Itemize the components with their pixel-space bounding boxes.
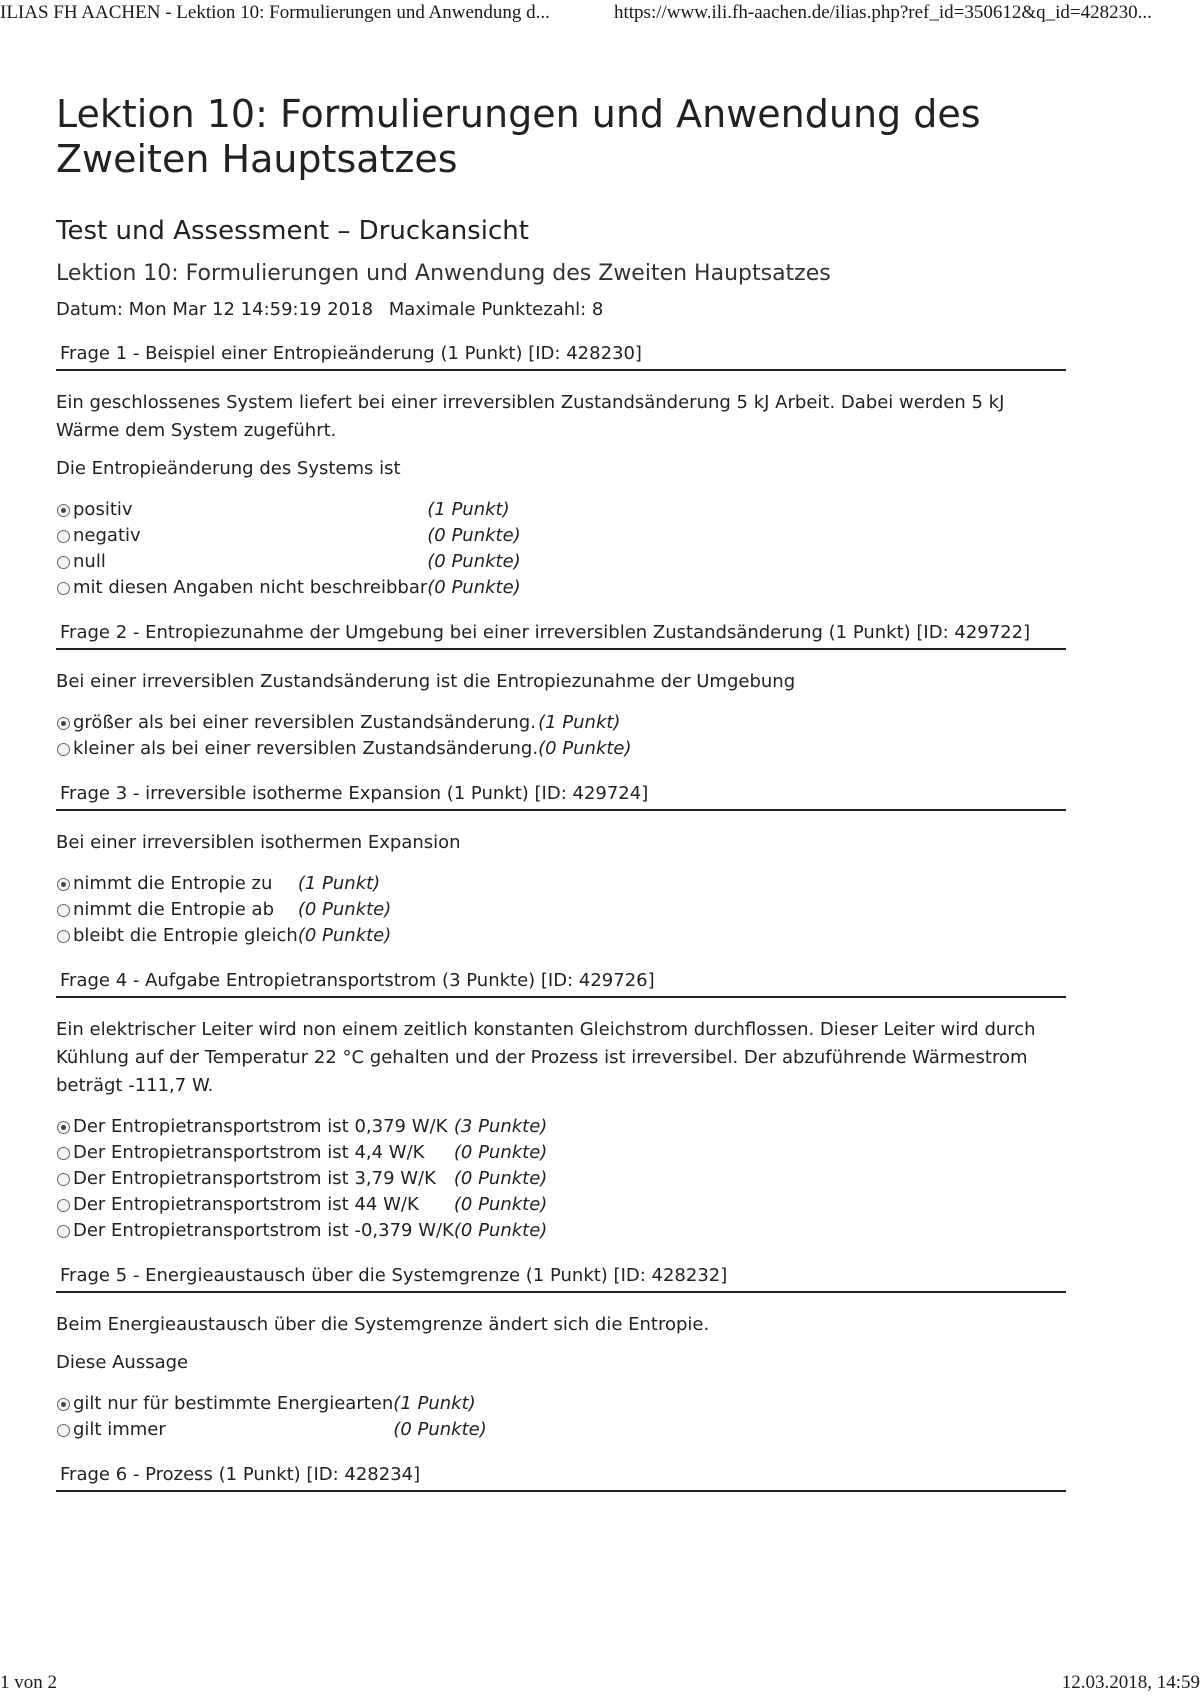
answer-points: (0 Punkte) [453,1168,548,1189]
radio-checked-icon [57,1121,70,1134]
radio-unchecked-icon [57,743,70,756]
answer-label: negativ [73,525,141,546]
answer-option [56,575,521,601]
max-points: Maximale Punktezahl: 8 [388,299,604,320]
answer-option [56,497,521,523]
radio-unchecked-icon [57,1199,70,1212]
answer-points: (0 Punkte) [427,577,521,598]
answer-points: (0 Punkte) [297,899,392,920]
answer-option [56,923,391,949]
answer-label: nimmt die Entropie ab [73,899,275,920]
question-block [56,1262,1066,1443]
answer-points: (0 Punkte) [427,525,521,546]
radio-checked-icon [57,1398,70,1411]
answer-label: Der Entropietransportstrom ist 44 W/K [73,1194,419,1215]
answer-label: Der Entropietransportstrom ist -0,379 W/K [73,1220,454,1241]
answer-label: gilt nur für bestimmte Energiearten [73,1393,394,1414]
radio-unchecked-icon [57,530,70,543]
answer-option [56,523,521,549]
question-heading: Frage 2 - Entropiezunahme der Umgebung bei einer irreversiblen Zustandsänderung (1 Punkt) [ID: 429722] [56,619,1066,650]
answer-option [56,1166,547,1192]
answer-list [56,710,632,762]
answer-points: (0 Punkte) [297,925,392,946]
question-heading: Frage 1 - Beispiel einer Entropieänderung (1 Punkt) [ID: 428230] [56,340,1066,371]
answer-label: Der Entropietransportstrom ist 3,79 W/K [73,1168,436,1189]
print-view-content [56,92,1066,1492]
question-block [56,340,1066,601]
radio-unchecked-icon [57,1424,70,1437]
answer-option [56,1140,547,1166]
question-text: Bei einer irreversiblen isothermen Expansion [56,832,461,853]
answer-option [56,1114,547,1140]
page-number: 1 von 2 [0,1672,57,1693]
answer-points: (1 Punkt) [393,1393,476,1414]
question-block [56,619,1066,762]
answer-label: größer als bei einer reversiblen Zustandsänderung. [73,712,536,733]
print-header-title: ILIAS FH AACHEN - Lektion 10: Formulierungen und Anwendung d... [0,2,550,23]
answer-points: (1 Punkt) [297,873,381,894]
question-text: Ein geschlossenes System liefert bei einer irreversiblen Zustandsänderung 5 kJ Arbeit. Dabei werden 5 kJ Wärme dem System zugeführt. [56,392,1005,441]
answer-label: mit diesen Angaben nicht beschreibbar [73,577,428,598]
print-footer [0,1672,1200,1698]
answer-option [56,710,632,736]
answer-option [56,736,632,762]
answer-label: null [73,551,106,572]
question-text: Bei einer irreversiblen Zustandsänderung ist die Entropiezunahme der Umgebung [56,671,796,692]
answer-label: Der Entropietransportstrom ist 4,4 W/K [73,1142,425,1163]
print-header-url: https://www.ili.fh-aachen.de/ilias.php?ref_id=350612&q_id=428230... [614,2,1152,23]
answer-option [56,1192,547,1218]
question-text: Diese Aussage [56,1352,189,1373]
answer-points: (1 Punkt) [427,499,510,520]
question-text: Ein elektrischer Leiter wird non einem zeitlich konstanten Gleichstrom durchflossen. Dieser Leiter wird durch Kühlung auf der Temperatur 22 °C gehalten und der Prozess ist irreversibel. Der abzuführende Wärmestrom beträgt -111,7 W. [56,1019,1036,1096]
question-text: Die Entropieänderung des Systems ist [56,458,401,479]
answer-label: nimmt die Entropie zu [73,873,273,894]
print-datetime: 12.03.2018, 14:59 [1061,1672,1200,1693]
answer-list [56,1391,487,1443]
radio-checked-icon [57,504,70,517]
answer-points: (1 Punkt) [538,712,621,733]
question-heading: Frage 3 - irreversible isotherme Expansion (1 Punkt) [ID: 429724] [56,780,1066,811]
answer-points: (0 Punkte) [453,1194,548,1215]
answer-option [56,1417,487,1443]
page-title: Lektion 10: Formulierungen und Anwendung des Zweiten Hauptsatzes [56,92,981,181]
test-date: Datum: Mon Mar 12 14:59:19 2018 [56,299,374,320]
question-block [56,967,1066,1244]
answer-option [56,897,391,923]
answer-points: (0 Punkte) [453,1220,548,1241]
answer-label: gilt immer [73,1419,166,1440]
question-text: Beim Energieaustausch über die Systemgrenze ändert sich die Entropie. [56,1314,710,1335]
radio-unchecked-icon [57,582,70,595]
question-heading: Frage 5 - Energieaustausch über die Systemgrenze (1 Punkt) [ID: 428232] [56,1262,1066,1293]
question-heading: Frage 6 - Prozess (1 Punkt) [ID: 428234] [56,1461,1066,1492]
answer-points: (0 Punkte) [453,1142,548,1163]
answer-label: bleibt die Entropie gleich [73,925,298,946]
radio-unchecked-icon [57,904,70,917]
radio-checked-icon [57,717,70,730]
answer-list [56,497,521,601]
answer-option [56,549,521,575]
print-header [0,2,1200,28]
test-title: Lektion 10: Formulierungen und Anwendung des Zweiten Hauptsatzes [56,261,831,286]
question-list [56,340,1066,1492]
answer-option [56,1218,547,1244]
answer-points: (0 Punkte) [427,551,521,572]
radio-unchecked-icon [57,930,70,943]
page-subtitle: Test und Assessment – Druckansicht [56,216,529,246]
question-block [56,780,1066,949]
radio-unchecked-icon [57,1147,70,1160]
question-heading: Frage 4 - Aufgabe Entropietransportstrom (3 Punkte) [ID: 429726] [56,967,1066,998]
answer-list [56,1114,547,1244]
answer-label: Der Entropietransportstrom ist 0,379 W/K [73,1116,448,1137]
answer-label: kleiner als bei einer reversiblen Zustandsänderung. [73,738,539,759]
radio-unchecked-icon [57,1173,70,1186]
radio-unchecked-icon [57,1225,70,1238]
answer-label: positiv [73,499,133,520]
answer-points: (0 Punkte) [538,738,632,759]
question-block [56,1461,1066,1492]
answer-option [56,1391,487,1417]
answer-points: (3 Punkte) [453,1116,548,1137]
answer-option [56,871,391,897]
radio-unchecked-icon [57,556,70,569]
test-meta [56,298,1066,322]
answer-points: (0 Punkte) [393,1419,487,1440]
answer-list [56,871,391,949]
radio-checked-icon [57,878,70,891]
